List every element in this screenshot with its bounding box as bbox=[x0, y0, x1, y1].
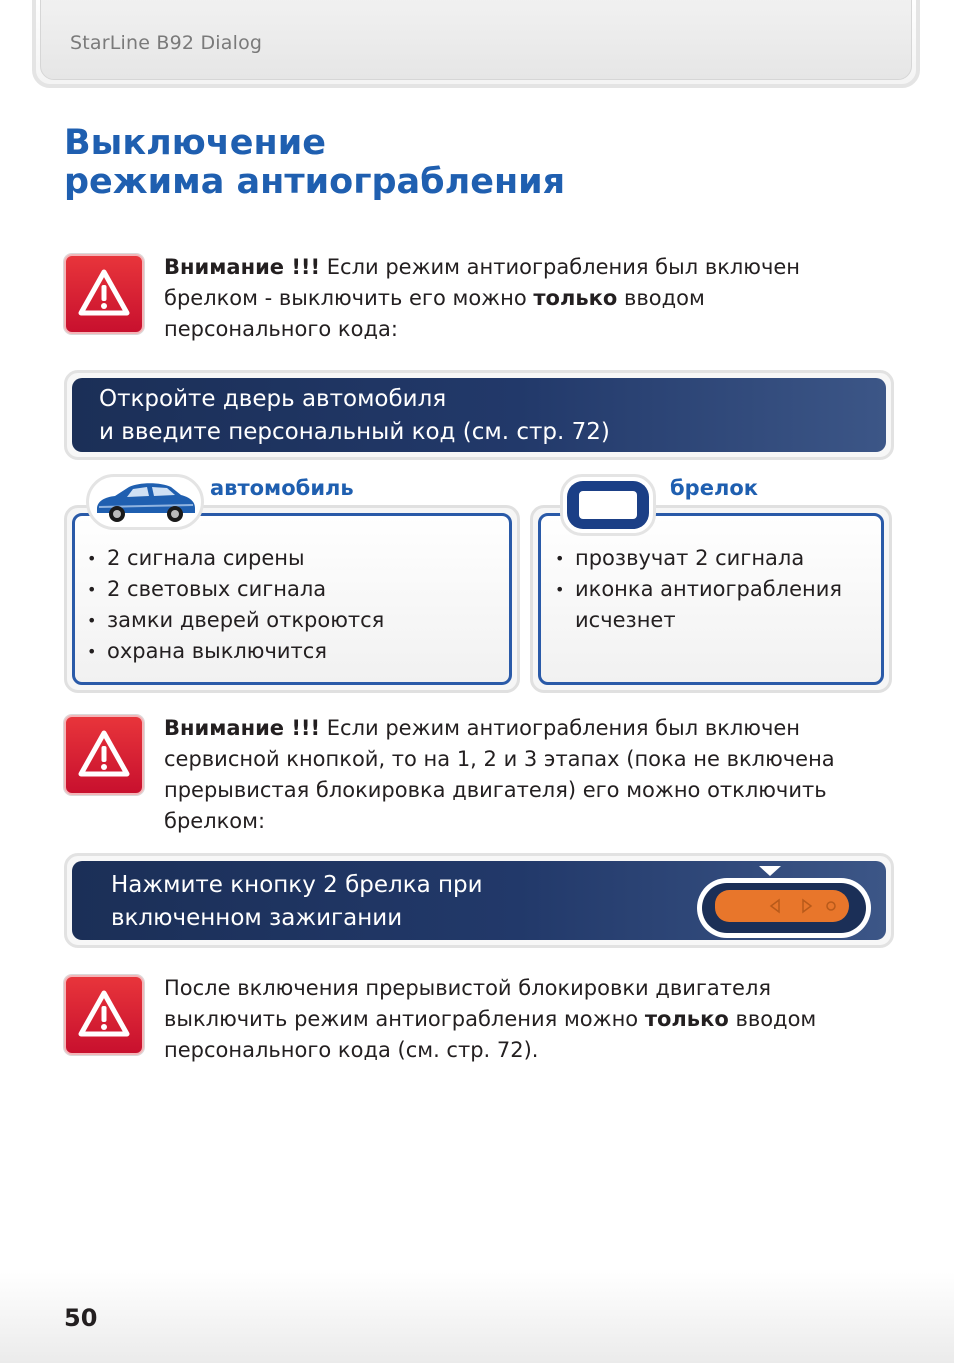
car-box-label: автомобиль bbox=[210, 476, 354, 500]
fob-box-label: брелок bbox=[670, 476, 758, 500]
list-item: • 2 световых сигнала bbox=[87, 574, 384, 605]
instruction-banner-2 bbox=[64, 853, 894, 948]
car-result-list bbox=[87, 543, 384, 667]
car-result-box bbox=[64, 505, 520, 693]
document-title: StarLine B92 Dialog bbox=[70, 32, 263, 54]
list-item: • 2 сигнала сирены bbox=[87, 543, 384, 574]
page-number: 50 bbox=[64, 1304, 98, 1332]
warning-triangle-icon bbox=[64, 715, 144, 795]
banner-text bbox=[111, 869, 483, 935]
list-item: • иконка антиограбления исчезнет bbox=[555, 574, 875, 636]
warning-label: Внимание !!! bbox=[164, 255, 321, 279]
page-title bbox=[64, 124, 565, 202]
warning-text-1 bbox=[164, 252, 864, 345]
warning-triangle-icon bbox=[64, 254, 144, 334]
emphasis-text: только bbox=[533, 286, 618, 310]
emphasis-text: только bbox=[644, 1007, 729, 1031]
warning-text-part: После включения прерывистой блокировки двигателя выключить режим антиограбления можно bbox=[164, 976, 772, 1031]
warning-label: Внимание !!! bbox=[164, 716, 321, 740]
warning-text-3 bbox=[164, 973, 864, 1066]
warning-text-part: Если режим антиограбления был включен брелком - выключить его можно bbox=[164, 255, 801, 310]
page-title-line1: Выключение bbox=[64, 123, 326, 163]
banner-line: Нажмите кнопку 2 брелка при bbox=[111, 872, 483, 898]
fob-button-icon bbox=[697, 878, 871, 938]
list-item: • прозвучат 2 сигнала bbox=[555, 543, 875, 574]
banner-line: Откройте дверь автомобиля bbox=[99, 386, 447, 412]
banner-line: включенном зажигании bbox=[111, 905, 403, 931]
warning-text-2 bbox=[164, 713, 864, 837]
banner-text bbox=[99, 383, 610, 449]
fob-result-list bbox=[555, 543, 875, 636]
instruction-banner-1 bbox=[64, 370, 894, 460]
list-item: • замки дверей откроются bbox=[87, 605, 384, 636]
key-fob-icon bbox=[560, 474, 656, 536]
pointer-arrow-icon bbox=[759, 866, 781, 876]
warning-text-part: вводом персонального кода (см. стр. 72). bbox=[164, 1007, 817, 1062]
list-item: • охрана выключится bbox=[87, 636, 384, 667]
warning-text-part: Если режим антиограбления был включен сервисной кнопкой, то на 1, 2 и 3 этапах (пока не включена прерывистая блокировка двигателя) его можно отключить брелком: bbox=[164, 716, 835, 833]
warning-text-part: вводом персонального кода: bbox=[164, 286, 705, 341]
banner-line: и введите персональный код (см. стр. 72) bbox=[99, 419, 610, 445]
page-title-line2: режима антиограбления bbox=[64, 162, 566, 202]
car-icon bbox=[86, 474, 204, 530]
warning-triangle-icon bbox=[64, 975, 144, 1055]
footer-band bbox=[0, 1272, 954, 1363]
